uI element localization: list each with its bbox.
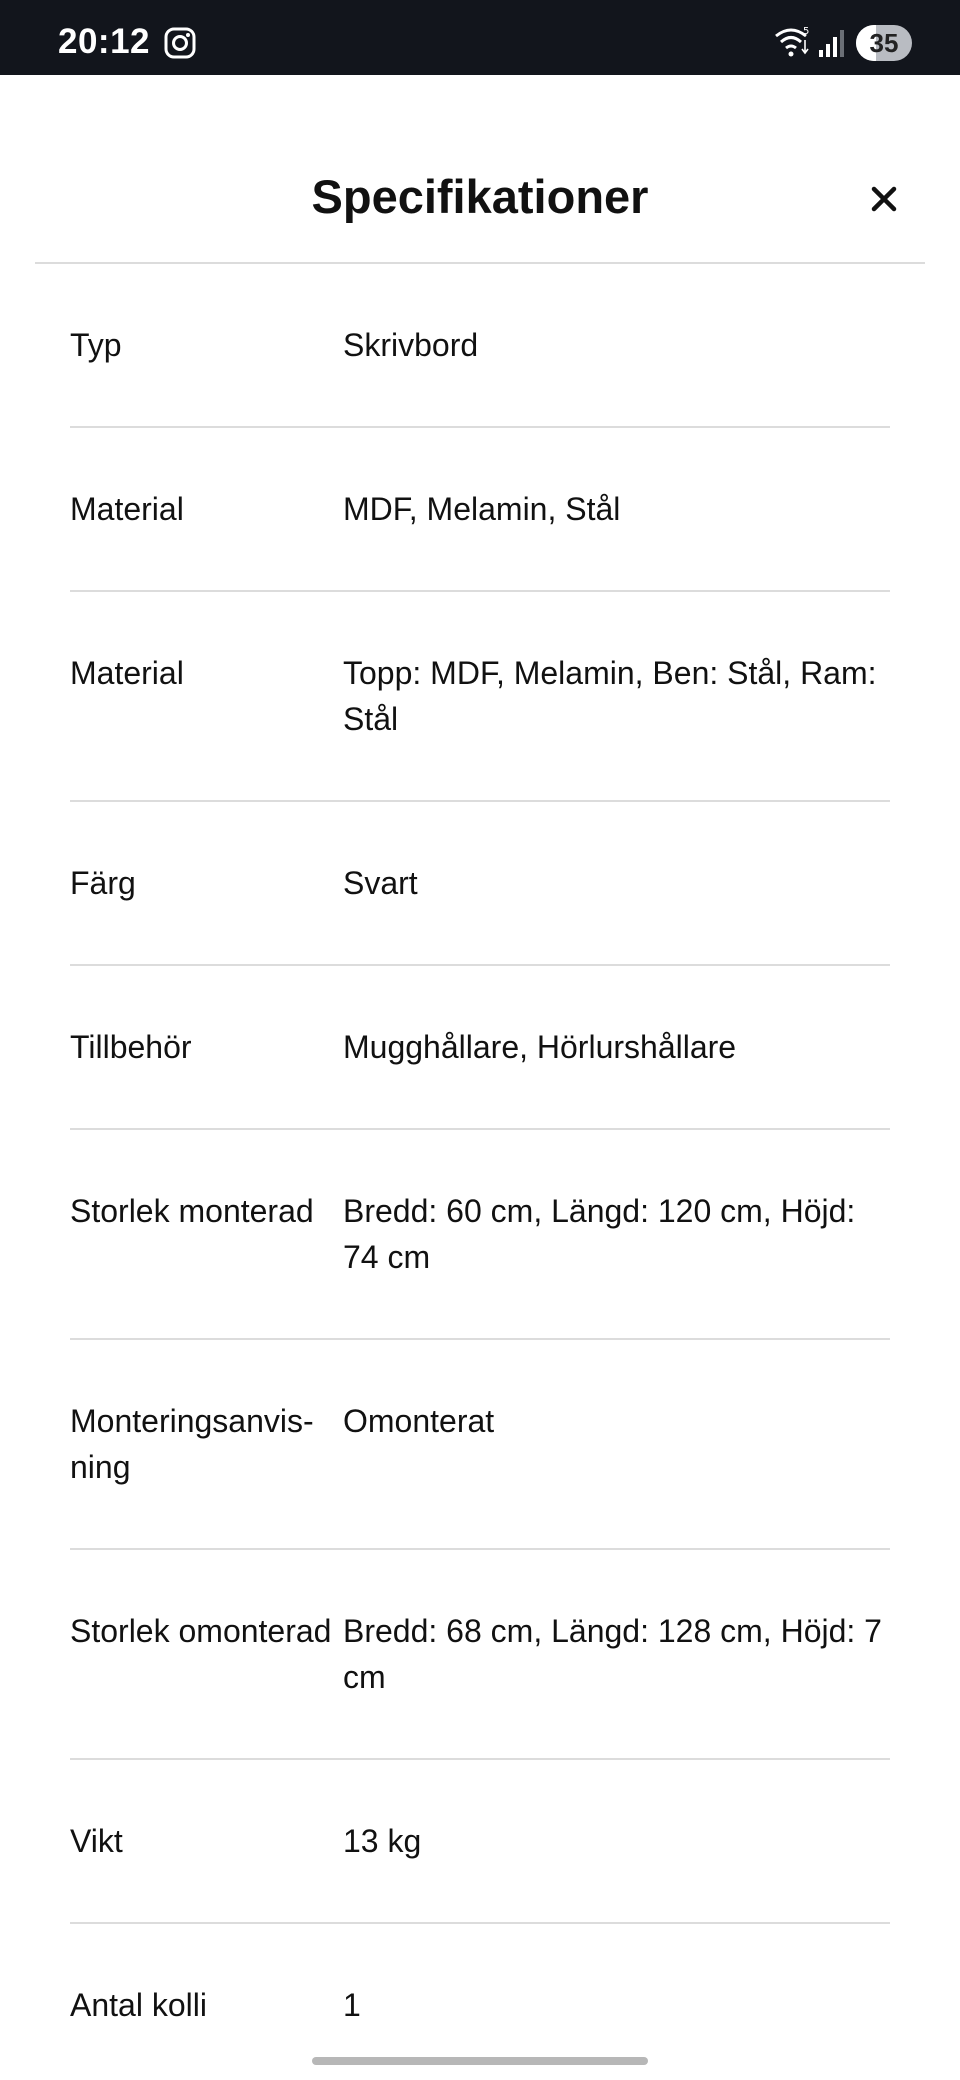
spec-value: Mugghållare, Hörlurshållare [343, 1029, 737, 1065]
spec-value: MDF, Melamin, Stål [343, 491, 621, 527]
spec-value: 1 [343, 1987, 361, 2023]
wifi-icon [774, 26, 812, 60]
spec-value: Skrivbord [343, 327, 479, 363]
signal-icon [818, 28, 846, 58]
svg-text:5: 5 [803, 26, 810, 37]
spec-row [70, 1550, 890, 1760]
spec-label: Typ [70, 327, 122, 363]
spec-row [70, 1760, 890, 1924]
sheet-header [0, 75, 960, 263]
spec-label: Antal kolli [70, 1987, 207, 2023]
spec-label: Tillbehör [70, 1029, 192, 1065]
spec-value: 13 kg [343, 1823, 422, 1859]
spec-label: Vikt [70, 1823, 123, 1859]
spec-value: Bredd: 60 cm, Längd: 120 cm, Höjd: 74 cm [343, 1193, 856, 1275]
close-icon [862, 177, 906, 221]
spec-list [70, 264, 890, 2080]
spec-label: Material [70, 655, 184, 691]
battery-level: 35 [869, 28, 899, 58]
spec-value: Bredd: 68 cm, Längd: 128 cm, Höjd: 7 cm [343, 1613, 882, 1695]
status-bar [0, 0, 960, 75]
spec-label: Storlek monterad [70, 1193, 314, 1229]
instagram-icon [164, 27, 196, 59]
spec-value: Omonterat [343, 1403, 495, 1439]
spec-row [70, 1340, 890, 1550]
spec-row [70, 966, 890, 1130]
spec-row [70, 428, 890, 592]
spec-label: Storlek omonterad [70, 1613, 332, 1649]
spec-row [70, 592, 890, 802]
close-button[interactable] [862, 177, 906, 221]
status-time: 20:12 [58, 22, 151, 61]
spec-row [70, 1130, 890, 1340]
spec-label: Monteringsanvis-ning [70, 1403, 314, 1485]
page-title: Specifikationer [311, 170, 649, 223]
spec-row [70, 802, 890, 966]
spec-value: Svart [343, 865, 418, 901]
spec-row [70, 264, 890, 428]
spec-label: Färg [70, 865, 136, 901]
home-indicator[interactable] [312, 2057, 648, 2065]
battery-icon [856, 25, 912, 61]
spec-label: Material [70, 491, 184, 527]
spec-value: Topp: MDF, Melamin, Ben: Stål, Ram: Stål [343, 655, 877, 737]
